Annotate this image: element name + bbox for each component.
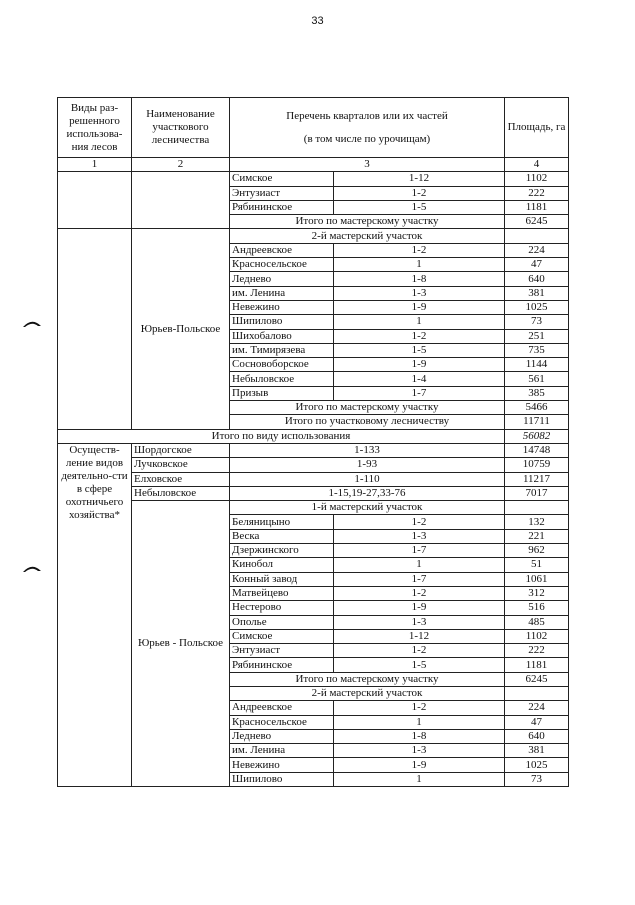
quarter-range: 1-2 <box>334 586 505 600</box>
quarter-range: 1-2 <box>334 186 505 200</box>
area-value: 1181 <box>505 200 569 214</box>
table-column-numbers <box>58 158 569 172</box>
scan-mark-icon <box>22 564 42 573</box>
tract-name: Сосновоборское <box>230 358 334 372</box>
tract-name: Симское <box>230 629 334 643</box>
tract-name: Матвейцево <box>230 586 334 600</box>
use-total-area: 56082 <box>505 429 569 443</box>
header-use-type: Виды раз-решенного использова-ния лесов <box>58 98 132 158</box>
tract-name: Энтузиаст <box>230 186 334 200</box>
quarter-range: 1-3 <box>334 286 505 300</box>
quarter-range: 1-8 <box>334 729 505 743</box>
tract-name: Красносельское <box>230 715 334 729</box>
page-number: 33 <box>311 15 324 27</box>
table-row <box>58 486 569 500</box>
area-value: 1025 <box>505 758 569 772</box>
area-value: 222 <box>505 644 569 658</box>
use-type-name: Осуществ-ление видов деятельно-сти в сфере охотничьего хозяйства* <box>58 443 132 786</box>
area-value: 11217 <box>505 472 569 486</box>
quarter-range: 1-5 <box>334 343 505 357</box>
area-value: 962 <box>505 544 569 558</box>
forestry-total-area: 11711 <box>505 415 569 429</box>
quarter-range: 1-7 <box>334 386 505 400</box>
tract-name: Рябининское <box>230 200 334 214</box>
area-value <box>505 501 569 515</box>
area-value: 1061 <box>505 572 569 586</box>
quarter-range: 1 <box>334 715 505 729</box>
quarter-range: 1-7 <box>334 544 505 558</box>
section-row <box>58 501 569 515</box>
column-number: 4 <box>505 158 569 172</box>
table-header-row <box>58 98 569 158</box>
header-quarters-line2: (в том числе по урочищам) <box>303 132 431 145</box>
area-value: 224 <box>505 243 569 257</box>
area-value: 7017 <box>505 486 569 500</box>
quarter-range: 1 <box>334 315 505 329</box>
subtotal-area: 6245 <box>505 215 569 229</box>
tract-name: Небыловское <box>230 372 334 386</box>
use-total-label: Итого по виду использования <box>58 429 505 443</box>
area-value: 132 <box>505 515 569 529</box>
table-row <box>58 458 569 472</box>
subtotal-label: Итого по мастерскому участку <box>230 215 505 229</box>
tract-name: Шихобалово <box>230 329 334 343</box>
area-value: 381 <box>505 744 569 758</box>
forestry-name: Юрьев-Польское <box>132 229 230 429</box>
table-row <box>58 172 569 186</box>
area-value: 73 <box>505 772 569 786</box>
forestry-name: Лучковское <box>132 458 230 472</box>
quarter-range: 1-15,19-27,33-76 <box>230 486 505 500</box>
quarter-range: 1-133 <box>230 443 505 457</box>
quarter-range: 1-110 <box>230 472 505 486</box>
quarter-range: 1-2 <box>334 701 505 715</box>
area-value: 47 <box>505 258 569 272</box>
area-value: 47 <box>505 715 569 729</box>
tract-name: Энтузиаст <box>230 644 334 658</box>
header-quarters <box>230 98 505 158</box>
forestry-name: Елховское <box>132 472 230 486</box>
area-value: 10759 <box>505 458 569 472</box>
quarter-range: 1-12 <box>334 629 505 643</box>
tract-name: Леднево <box>230 272 334 286</box>
tract-name: Красносельское <box>230 258 334 272</box>
tract-name: Андреевское <box>230 701 334 715</box>
tract-name: Дзержинского <box>230 544 334 558</box>
tract-name: Ополье <box>230 615 334 629</box>
header-forestry: Наименование участкового лесничества <box>132 98 230 158</box>
use-type-cell <box>58 229 132 429</box>
forestry-name: Шордогское <box>132 443 230 457</box>
quarter-range: 1-93 <box>230 458 505 472</box>
area-value: 312 <box>505 586 569 600</box>
table-body <box>58 172 569 787</box>
quarter-range: 1-9 <box>334 300 505 314</box>
tract-name: Конный завод <box>230 572 334 586</box>
area-value: 251 <box>505 329 569 343</box>
table-row <box>58 472 569 486</box>
forest-use-table <box>57 97 569 787</box>
area-value: 516 <box>505 601 569 615</box>
area-value: 561 <box>505 372 569 386</box>
area-value: 385 <box>505 386 569 400</box>
forestry-total-label: Итого по участковому лесничеству <box>230 415 505 429</box>
tract-name: Кинобол <box>230 558 334 572</box>
quarter-range: 1-3 <box>334 529 505 543</box>
area-value: 222 <box>505 186 569 200</box>
quarter-range: 1 <box>334 558 505 572</box>
quarter-range: 1-12 <box>334 172 505 186</box>
area-value: 640 <box>505 729 569 743</box>
quarter-range: 1-2 <box>334 515 505 529</box>
area-value: 1102 <box>505 629 569 643</box>
section-title: 2-й мастерский участок <box>230 686 505 700</box>
area-value: 485 <box>505 615 569 629</box>
column-number: 2 <box>132 158 230 172</box>
use-total-row <box>58 429 569 443</box>
tract-name: Призыв <box>230 386 334 400</box>
tract-name: Леднево <box>230 729 334 743</box>
subtotal-label: Итого по мастерскому участку <box>230 401 505 415</box>
tract-name: Веска <box>230 529 334 543</box>
quarter-range: 1-3 <box>334 744 505 758</box>
quarter-range: 1-9 <box>334 758 505 772</box>
subtotal-area: 5466 <box>505 401 569 415</box>
quarter-range: 1 <box>334 772 505 786</box>
area-value <box>505 686 569 700</box>
quarter-range: 1-2 <box>334 243 505 257</box>
area-value: 224 <box>505 701 569 715</box>
quarter-range: 1-8 <box>334 272 505 286</box>
area-value: 51 <box>505 558 569 572</box>
tract-name: Рябининское <box>230 658 334 672</box>
quarter-range: 1-3 <box>334 615 505 629</box>
tract-name: Шипилово <box>230 315 334 329</box>
area-value <box>505 229 569 243</box>
subtotal-label: Итого по мастерскому участку <box>230 672 505 686</box>
area-value: 73 <box>505 315 569 329</box>
column-number: 1 <box>58 158 132 172</box>
tract-name: Нестерово <box>230 601 334 615</box>
quarter-range: 1-9 <box>334 601 505 615</box>
section-title: 1-й мастерский участок <box>230 501 505 515</box>
quarter-range: 1 <box>334 258 505 272</box>
forestry-name: Небыловское <box>132 486 230 500</box>
forestry-name: Юрьев - Польское <box>132 501 230 787</box>
area-value: 1102 <box>505 172 569 186</box>
tract-name: Невежино <box>230 758 334 772</box>
area-value: 14748 <box>505 443 569 457</box>
tract-name: им. Ленина <box>230 286 334 300</box>
quarter-range: 1-2 <box>334 329 505 343</box>
area-value: 735 <box>505 343 569 357</box>
area-value: 1144 <box>505 358 569 372</box>
area-value: 640 <box>505 272 569 286</box>
tract-name: Андреевское <box>230 243 334 257</box>
tract-name: Невежино <box>230 300 334 314</box>
quarter-range: 1-2 <box>334 644 505 658</box>
section-title: 2-й мастерский участок <box>230 229 505 243</box>
quarter-range: 1-9 <box>334 358 505 372</box>
forestry-cell <box>132 172 230 229</box>
header-area: Площадь, га <box>505 98 569 158</box>
subtotal-area: 6245 <box>505 672 569 686</box>
tract-name: Шипилово <box>230 772 334 786</box>
tract-name: Беляницыно <box>230 515 334 529</box>
area-value: 1181 <box>505 658 569 672</box>
column-number: 3 <box>230 158 505 172</box>
header-quarters-line1: Перечень кварталов или их частей <box>286 109 448 122</box>
tract-name: им. Тимирязева <box>230 343 334 357</box>
table-row <box>58 443 569 457</box>
quarter-range: 1-7 <box>334 572 505 586</box>
tract-name: им. Ленина <box>230 744 334 758</box>
section-row <box>58 229 569 243</box>
quarter-range: 1-5 <box>334 658 505 672</box>
tract-name: Симское <box>230 172 334 186</box>
area-value: 221 <box>505 529 569 543</box>
use-type-cell <box>58 172 132 229</box>
scan-mark-icon <box>22 319 42 328</box>
area-value: 381 <box>505 286 569 300</box>
quarter-range: 1-4 <box>334 372 505 386</box>
quarter-range: 1-5 <box>334 200 505 214</box>
area-value: 1025 <box>505 300 569 314</box>
